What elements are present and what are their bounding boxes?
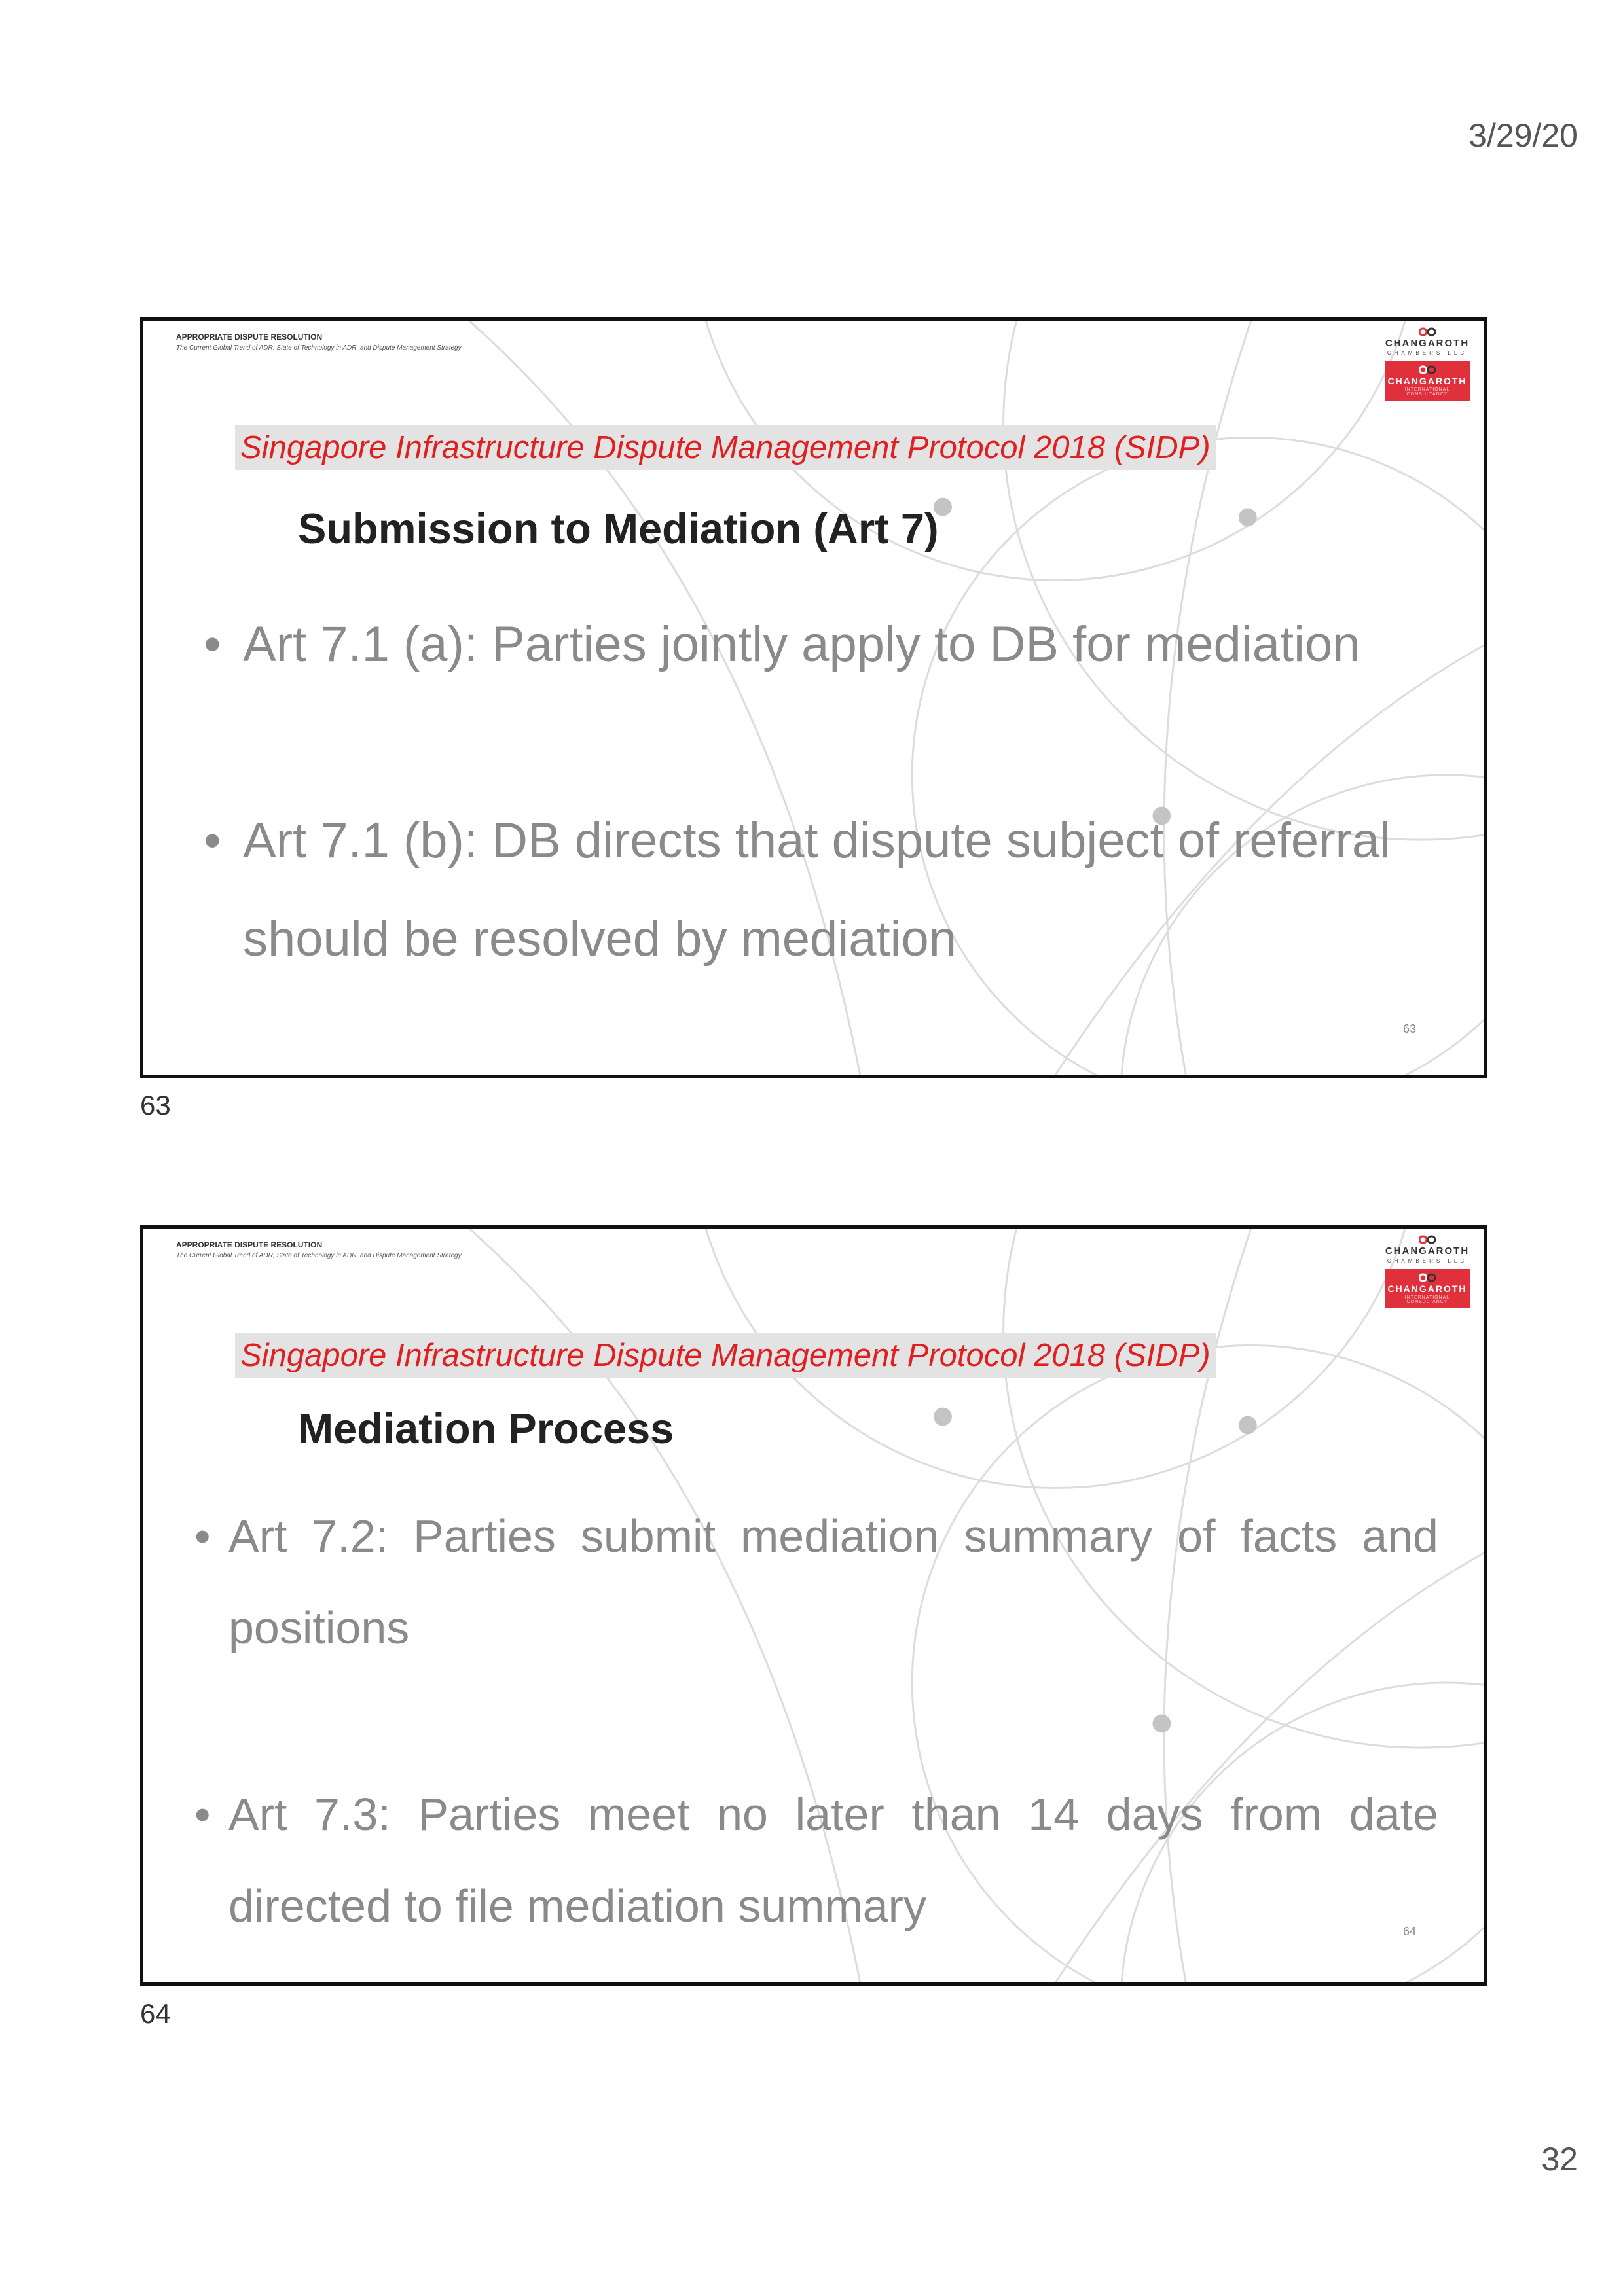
header-subtitle: The Current Global Trend of ADR, State of Technology in ADR, and Dispute Management Strategy — [176, 1252, 462, 1259]
logo-subname: CHAMBERS LLC — [1387, 1258, 1468, 1264]
slide-64 — [140, 1225, 1487, 1986]
slide-number: 63 — [1402, 1022, 1416, 1035]
logo-red-subname: INTERNATIONAL CONSULTANCY — [1404, 387, 1450, 397]
header-title: APPROPRIATE DISPUTE RESOLUTION — [176, 332, 323, 342]
protocol-heading: Singapore Infrastructure Dispute Management Protocol 2018 (SIDP) — [235, 425, 1216, 470]
bullet-dot-icon: • — [204, 813, 221, 869]
header-title: APPROPRIATE DISPUTE RESOLUTION — [176, 1240, 323, 1249]
slide-caption: 63 — [140, 1090, 171, 1121]
bullet-dot-icon: • — [194, 1789, 211, 1840]
logo-name: CHANGAROTH — [1385, 1246, 1470, 1257]
bullet-item — [194, 1768, 1438, 1952]
page-number: 32 — [1541, 2141, 1578, 2178]
logo-mark-icon — [1419, 1273, 1436, 1282]
bullet-item — [204, 596, 1448, 694]
logo-red-block — [1385, 361, 1470, 401]
bullet-text: Art 7.1 (a): Parties jointly apply to DB for mediation — [243, 617, 1360, 672]
bullet-item — [194, 1490, 1438, 1674]
page-date: 3/29/20 — [1468, 117, 1578, 154]
slide-number: 64 — [1402, 1925, 1416, 1938]
logo-mark-icon — [1419, 365, 1436, 374]
logo-red-subname: INTERNATIONAL CONSULTANCY — [1404, 1295, 1450, 1304]
logo-subname: CHAMBERS LLC — [1387, 350, 1468, 356]
slide-title: Submission to Mediation (Art 7) — [298, 505, 939, 552]
slide-caption: 64 — [140, 1998, 171, 2029]
logo-mark-icon — [1419, 327, 1436, 336]
bullet-text: Art 7.3: Parties meet no later than 14 days from date directed to file mediation summary — [228, 1789, 1438, 1931]
bullet-dot-icon: • — [194, 1511, 211, 1562]
bullet-text: Art 7.1 (b): DB directs that dispute subject of referral should be resolved by mediation — [243, 813, 1391, 967]
bullet-item — [204, 792, 1448, 988]
bullet-dot-icon: • — [204, 617, 221, 672]
logo-red-name: CHANGAROTH — [1387, 1283, 1467, 1294]
logo-mark-icon — [1419, 1235, 1436, 1244]
header-subtitle: The Current Global Trend of ADR, State of Technology in ADR, and Dispute Management Strategy — [176, 344, 462, 351]
changaroth-logo — [1385, 327, 1470, 401]
bullet-text: Art 7.2: Parties submit mediation summary of facts and positions — [228, 1511, 1438, 1653]
logo-red-name: CHANGAROTH — [1387, 376, 1467, 386]
slide-63 — [140, 317, 1487, 1078]
protocol-heading: Singapore Infrastructure Dispute Management Protocol 2018 (SIDP) — [235, 1333, 1216, 1378]
logo-name: CHANGAROTH — [1385, 338, 1470, 349]
slide-title: Mediation Process — [298, 1405, 674, 1452]
changaroth-logo — [1385, 1235, 1470, 1308]
logo-red-block — [1385, 1269, 1470, 1308]
